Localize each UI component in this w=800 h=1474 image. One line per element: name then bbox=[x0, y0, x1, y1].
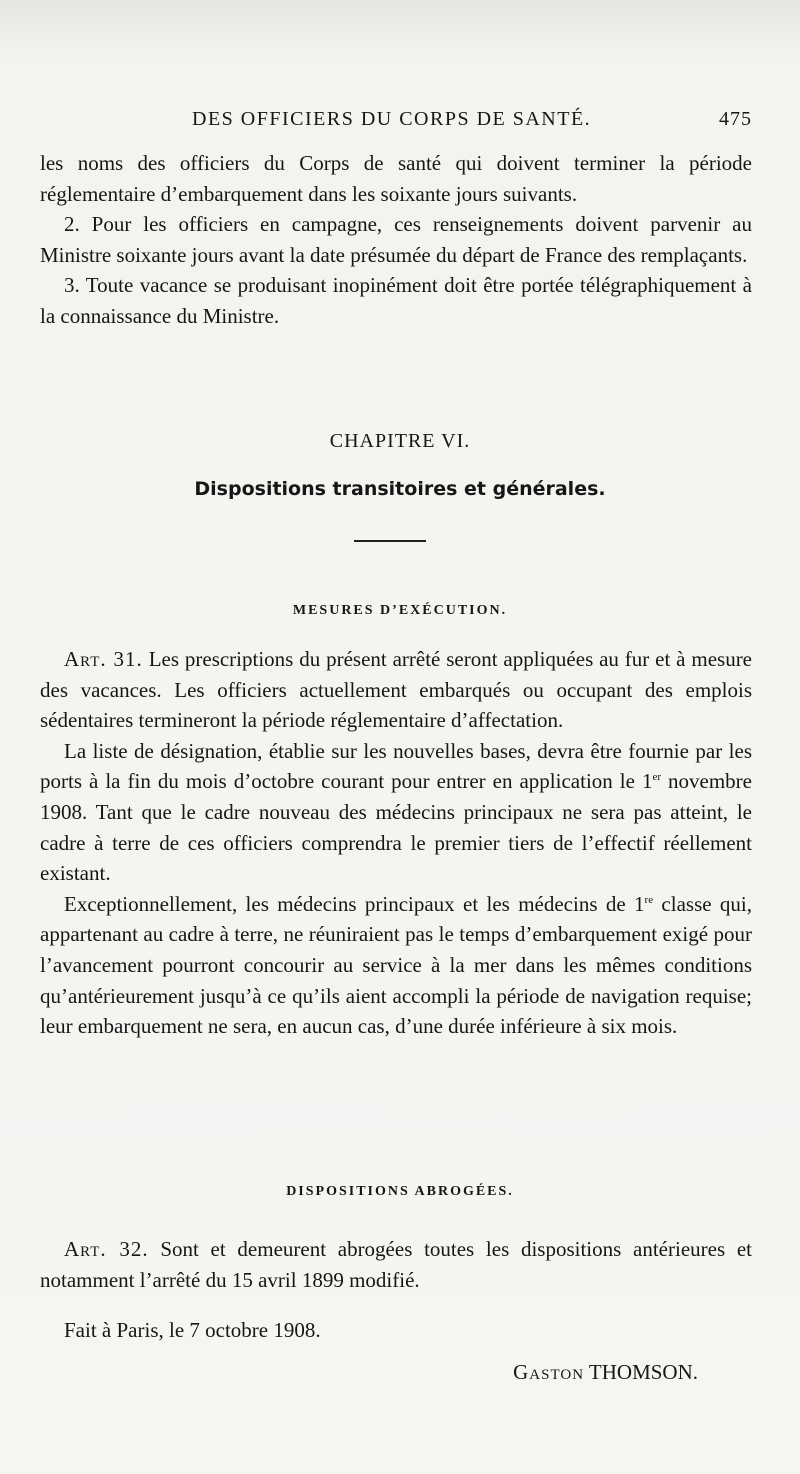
signature bbox=[513, 1360, 698, 1385]
text-run: classe qui, appartenant au cadre à terre, ne réuniraient pas le temps d’embarquement exigé pour l’avancement pourront concourir au service à la mer dans les mêmes conditions qu’antérieurement jusqu’à ce qu’ils aient accompli la période de navigation requise; leur embarquement ne sera, en aucun cas, d’une durée inférieure à six mois. bbox=[40, 891, 753, 1039]
section-heading: MESURES D’EXÉCUTION. bbox=[292, 603, 508, 618]
section-heading: DISPOSITIONS ABROGÉES. bbox=[286, 1184, 514, 1199]
paragraph bbox=[40, 736, 752, 889]
running-title: DES OFFICIERS DU CORPS DE SANTÉ. bbox=[192, 108, 592, 130]
article-31 bbox=[40, 644, 752, 736]
chapter-subtitle: Dispositions transitoires et générales. bbox=[194, 478, 606, 500]
article-text: Les prescriptions du présent arrêté seront appliquées au fur et à mesure des vacances. Les officiers actuellement embarqués ou occupant des emplois sédentaires termineront la période réglementaire d’affectation. bbox=[40, 647, 753, 733]
paragraph: les noms des officiers du Corps de santé qui doivent terminer la période réglementaire d’embarquement dans les soixante jours suivants. bbox=[40, 151, 752, 206]
intro-block bbox=[40, 148, 752, 332]
paragraph: 3. Toute vacance se produisant inopinément doit être portée télégraphiquement à la connaissance du Ministre. bbox=[40, 273, 752, 328]
superscript: re bbox=[644, 893, 654, 906]
page-number: 475 bbox=[719, 108, 752, 130]
article-text: Sont et demeurent abrogées toutes les dispositions antérieures et notamment l’arrêté du 15 avril 1899 modifié. bbox=[40, 1237, 752, 1292]
article-32 bbox=[40, 1234, 752, 1295]
text-run: novembre 1908. Tant que le cadre nouveau des médecins principaux ne sera pas atteint, le cadre à terre de ces officiers comprendra le premier tiers de l’effectif réellement existant. bbox=[40, 769, 752, 886]
chapter-title: CHAPITRE VI. bbox=[329, 430, 471, 452]
page-header bbox=[40, 108, 752, 138]
article-label: Art. 31. bbox=[64, 647, 143, 671]
signature-first: Gaston bbox=[513, 1360, 585, 1384]
paragraph bbox=[40, 889, 752, 1042]
divider bbox=[354, 540, 426, 542]
article-label: Art. 32. bbox=[64, 1237, 149, 1261]
superscript: er bbox=[652, 771, 662, 784]
text-run: Exceptionnellement, les médecins principaux et les médecins de 1 bbox=[64, 891, 645, 916]
signature-last: THOMSON. bbox=[588, 1360, 698, 1384]
section2-block bbox=[40, 1234, 752, 1295]
paragraph: 2. Pour les officiers en campagne, ces renseignements doivent parvenir au Ministre soixante jours avant la date présumée du départ de France des remplaçants. bbox=[40, 212, 752, 267]
place-date: Fait à Paris, le 7 octobre 1908. bbox=[64, 1318, 321, 1342]
section1-block bbox=[40, 644, 752, 1042]
text-run: La liste de désignation, établie sur les nouvelles bases, devra être fournie par les ports à la fin du mois d’octobre courant pour entrer en application le 1 bbox=[40, 738, 752, 794]
